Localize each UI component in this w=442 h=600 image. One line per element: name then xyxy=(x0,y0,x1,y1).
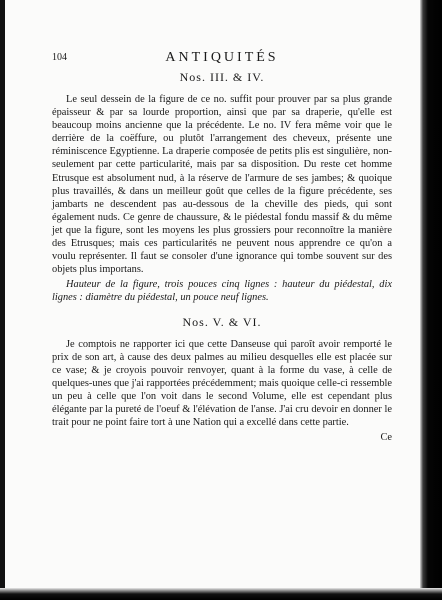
page-header xyxy=(52,46,392,70)
body-paragraph-5-6: Je comptois ne rapporter ici que cette Danseuse qui paroît avoir remporté le prix de son art, à cause des deux palmes au milieu desquelles elle est placée sur ce vase; & je croyois pouvoir renvoyer, quant à la forme du vase, à celle de quelques-unes que j'ai rapportées précédemment; mais quoique celle-ci ressemble un peu à celle que l'on voit dans le second Volume, elle est cependant plus élégante par la pureté de l'oeuf & l'élévation de l'anse. J'ai cru devoir en donner le trait pour ne point faire tort à une Nation qui a excellé dans cette partie. xyxy=(52,338,393,429)
section-heading-3-4: Nos. III. & IV. xyxy=(179,70,265,84)
scan-bottom-edge xyxy=(0,588,442,600)
dimensions-caption: Hauteur de la figure, trois pouces cinq lignes : hauteur du piédestal, dix lignes : diamètre du piédestal, un pouce neuf lignes. xyxy=(52,279,392,304)
scan-right-edge xyxy=(420,0,442,600)
page-number: 104 xyxy=(52,52,67,63)
running-title: ANTIQUITÉS xyxy=(165,50,279,65)
page-content xyxy=(52,46,392,443)
section-heading-5-6: Nos. V. & VI. xyxy=(182,314,262,329)
catchword: Ce xyxy=(380,432,392,444)
body-paragraph-3-4: Le seul dessein de la figure de ce no. suffit pour prouver par sa plus grande épaisseur & par sa lourde proportion, ainsi que par sa draperie, qu'elle est beaucoup moins ancienne que la précédente. Le no. IV fera même voir que le derrière de la coëffure, ou plutôt l'arrangement des cheveux, présente une réminiscence Egyptienne. La draperie composée de petits plis est singulière, non-seulement par cette particularité, mais par sa disposition. Du reste cet homme Etrusque est absolument nud, à la réserve de l'armure de ses jambes; & quoique plus travaillés, & dans un meilleur goût que celles de la figure précédente, ses jambarts ne descendent pas au-dessous de la cheville des pieds, qui sont également nuds. Ce genre de chaussure, & le piédestal fondu massif & du même jet que la figure, sont les moyens les plus grossiers pour reconnoître la manière des Etrusques; mais ces particularités ne peuvent nous apprendre ce qu'on a voulu représenter. Il faut se consoler d'une ignorance qui tombe souvent sur des objets plus importans. xyxy=(52,94,392,276)
scan-left-edge xyxy=(0,0,5,600)
